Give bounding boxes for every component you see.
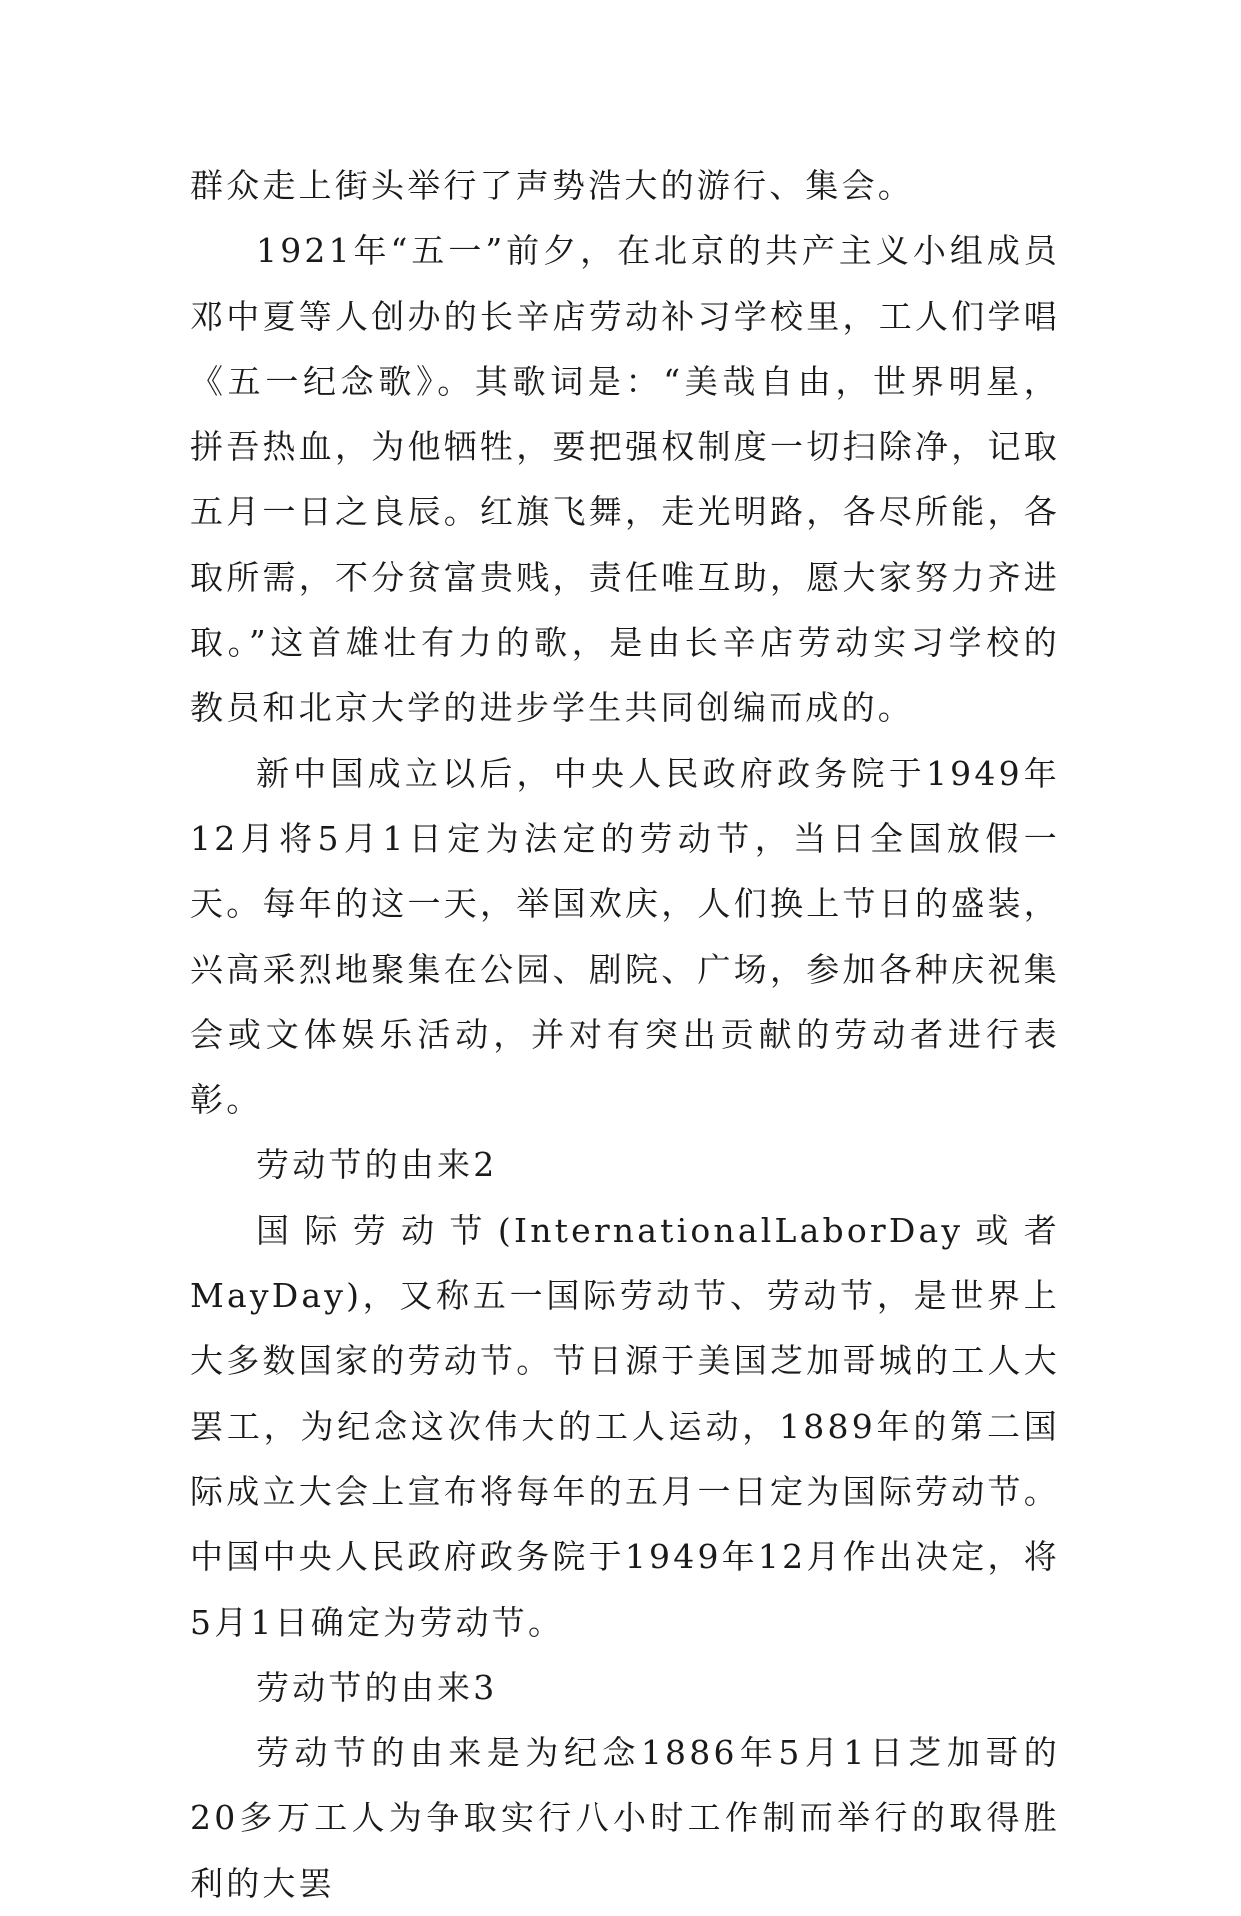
section-heading-origin-2: 劳动节的由来2 [256, 1145, 498, 1185]
document-body [190, 153, 1060, 1916]
paragraph-1886-chicago-strike: 劳动节的由来是为纪念1886年5月1日芝加哥的20多万工人为争取实行八小时工作制而举行的取得胜利的大罢 [190, 1733, 1060, 1903]
paragraph-international-labor-day: 国际劳动节(InternationalLaborDay或者MayDay)，又称五一国际劳动节、劳动节，是世界上大多数国家的劳动节。节日源于美国芝加哥城的工人大罢工，为纪念这次伟大的工人运动，1889年的第二国际成立大会上宣布将每年的五月一日定为国际劳动节。中国中央人民政府政务院于1949年12月作出决定，将5月1日确定为劳动节。 [190, 1210, 1060, 1642]
paragraph-1921-may-day-song: 1921年“五一”前夕，在北京的共产主义小组成员邓中夏等人创办的长辛店劳动补习学校里，工人们学唱《五一纪念歌》。其歌词是：“美哉自由，世界明星，拼吾热血，为他牺牲，要把强权制度一切扫除净，记取五月一日之良辰。红旗飞舞，走光明路，各尽所能，各取所需，不分贫富贵贱，责任唯互助，愿大家努力齐进取。”这首雄壮有力的歌，是由长辛店劳动实习学校的教员和北京大学的进步学生共同创编而成的。 [190, 231, 1060, 728]
paragraph-continuation: 群众走上街头举行了声势浩大的游行、集会。 [190, 166, 914, 205]
paragraph-new-china-holiday: 新中国成立以后，中央人民政府政务院于1949年12月将5月1日定为法定的劳动节，当日全国放假一天。每年的这一天，举国欢庆，人们换上节日的盛装，兴高采烈地聚集在公园、剧院、广场，参加各种庆祝集会或文体娱乐活动，并对有突出贡献的劳动者进行表彰。 [190, 753, 1060, 1120]
section-heading-origin-3: 劳动节的由来3 [256, 1667, 498, 1707]
